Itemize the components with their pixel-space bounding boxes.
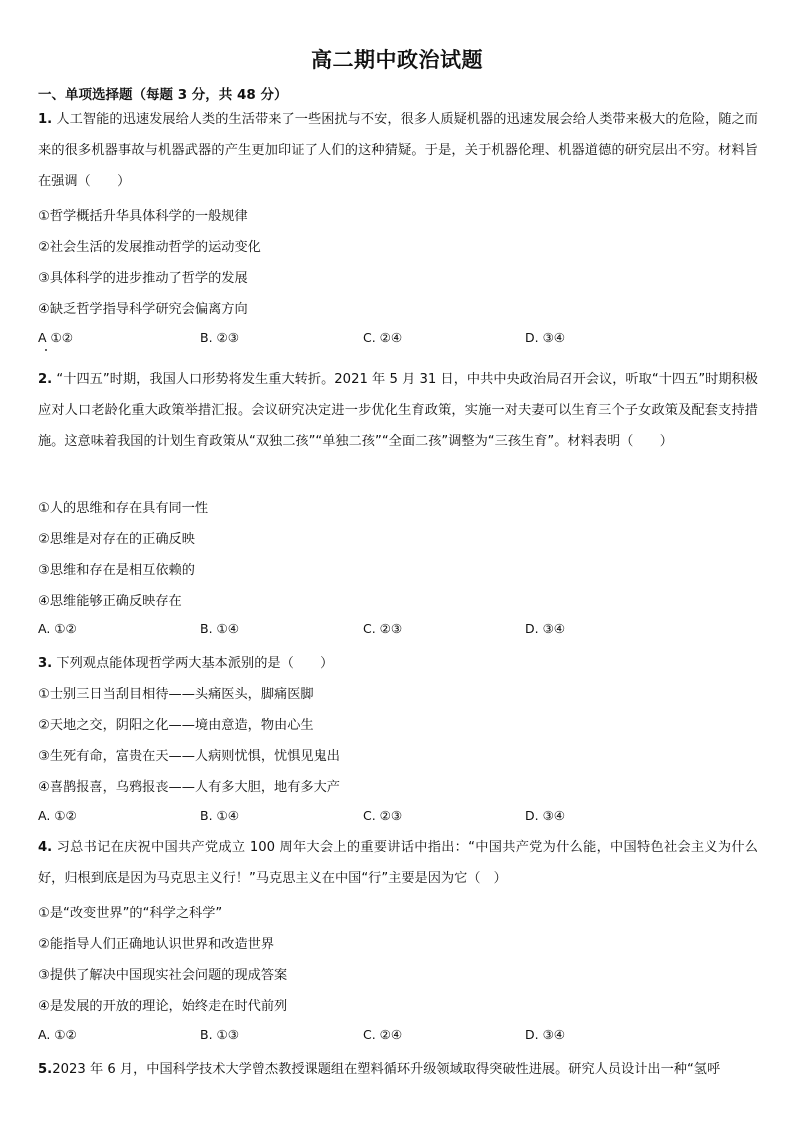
question-4-choice-d[interactable]: D. ③④ <box>525 1027 565 1042</box>
question-2-choice-c[interactable]: C. ②③ <box>363 621 403 636</box>
question-3-option-2: ②天地之交，阴阳之化——境由意造，物由心生 <box>38 718 314 733</box>
question-1-choice-a[interactable]: A ①② <box>38 330 73 345</box>
question-4-option-1: ①是“改变世界”的“科学之科学” <box>38 906 223 921</box>
question-3-choice-a[interactable]: A. ①② <box>38 808 77 823</box>
question-2-number: 2. <box>38 372 53 387</box>
question-5-text: 2023 年 6 月，中国科学技术大学曾杰教授课题组在塑料循环升级领域取得突破性进展。研究人员设计出一种“氢呼 <box>52 1062 721 1077</box>
question-5-stem <box>38 1058 758 1077</box>
question-4-number: 4. <box>38 840 53 855</box>
question-4-choice-c[interactable]: C. ②④ <box>363 1027 403 1042</box>
question-1-choices <box>38 330 758 348</box>
question-1-choice-c[interactable]: C. ②④ <box>363 330 403 345</box>
question-3-text: 下列观点能体现哲学两大基本派别的是（ ） <box>52 656 334 671</box>
question-2-choice-a[interactable]: A. ①② <box>38 621 77 636</box>
scan-dot <box>45 349 47 351</box>
question-3-stem <box>38 652 758 671</box>
question-1-choice-d[interactable]: D. ③④ <box>525 330 565 345</box>
question-2-choice-d[interactable]: D. ③④ <box>525 621 565 636</box>
question-1-option-4: ④缺乏哲学指导科学研究会偏离方向 <box>38 302 248 317</box>
question-4-option-2: ②能指导人们正确地认识世界和改造世界 <box>38 937 275 952</box>
question-4-choice-a[interactable]: A. ①② <box>38 1027 77 1042</box>
question-4-option-4: ④是发展的开放的理论，始终走在时代前列 <box>38 999 288 1014</box>
question-4-text: 习总书记在庆祝中国共产党成立 100 周年大会上的重要讲话中指出：“中国共产党为什么能，中国特色社会主义为什么好，归根到底是因为马克思主义行！”马克思主义在中国“行”主要是因为它（ ） <box>38 840 758 886</box>
question-3-option-3: ③生死有命，富贵在天——人病则忧惧，忧惧见鬼出 <box>38 749 340 764</box>
question-3-option-1: ①士别三日当刮目相待——头痛医头，脚痛医脚 <box>38 687 314 702</box>
question-1-option-1: ①哲学概括升华具体科学的一般规律 <box>38 209 248 224</box>
question-2-choices <box>38 621 758 639</box>
question-2-stem <box>38 364 758 457</box>
question-3-choices <box>38 808 758 826</box>
page-title: 高二期中政治试题 <box>311 48 483 72</box>
question-4-choices <box>38 1027 758 1045</box>
question-3-number: 3. <box>38 656 53 671</box>
question-3-choice-b[interactable]: B. ①④ <box>200 808 239 823</box>
question-4-option-3: ③提供了解决中国现实社会问题的现成答案 <box>38 968 288 983</box>
question-2-option-3: ③思维和存在是相互依赖的 <box>38 563 195 578</box>
question-2-option-2: ②思维是对存在的正确反映 <box>38 532 195 547</box>
question-2-choice-b[interactable]: B. ①④ <box>200 621 239 636</box>
question-2-text: “十四五”时期，我国人口形势将发生重大转折。2021 年 5 月 31 日，中共中央政治局召开会议，听取“十四五”时期积极应对人口老龄化重大政策举措汇报。会议研究决定进一步优化生育政策，实施一对夫妻可以生育三个子女政策及配套支持措施。这意味着我国的计划生育政策从“双独二孩”“单独二孩”“全面二孩”调整为“三孩生育”。材料表明（ ） <box>38 372 758 449</box>
question-1-stem <box>38 104 758 197</box>
question-3-choice-d[interactable]: D. ③④ <box>525 808 565 823</box>
question-3-option-4: ④喜鹊报喜，乌鸦报丧——人有多大胆，地有多大产 <box>38 780 340 795</box>
section-heading: 一、单项选择题（每题 3 分，共 48 分） <box>38 87 288 103</box>
question-4-choice-b[interactable]: B. ①③ <box>200 1027 239 1042</box>
question-2-option-1: ①人的思维和存在具有同一性 <box>38 501 209 516</box>
question-1-option-3: ③具体科学的进步推动了哲学的发展 <box>38 271 248 286</box>
question-2-option-4: ④思维能够正确反映存在 <box>38 594 182 609</box>
question-1-text: 人工智能的迅速发展给人类的生活带来了一些困扰与不安，很多人质疑机器的迅速发展会给人类带来极大的危险，随之而来的很多机器事故与机器武器的产生更加印证了人们的这种猜疑。于是，关于机器伦理、机器道德的研究层出不穷。材料旨在强调（ ） <box>38 112 758 189</box>
question-1-option-2: ②社会生活的发展推动哲学的运动变化 <box>38 240 261 255</box>
question-1-number: 1. <box>38 112 53 127</box>
question-4-stem <box>38 832 758 894</box>
question-5-number: 5. <box>38 1062 53 1077</box>
question-3-choice-c[interactable]: C. ②③ <box>363 808 403 823</box>
question-1-choice-b[interactable]: B. ②③ <box>200 330 239 345</box>
